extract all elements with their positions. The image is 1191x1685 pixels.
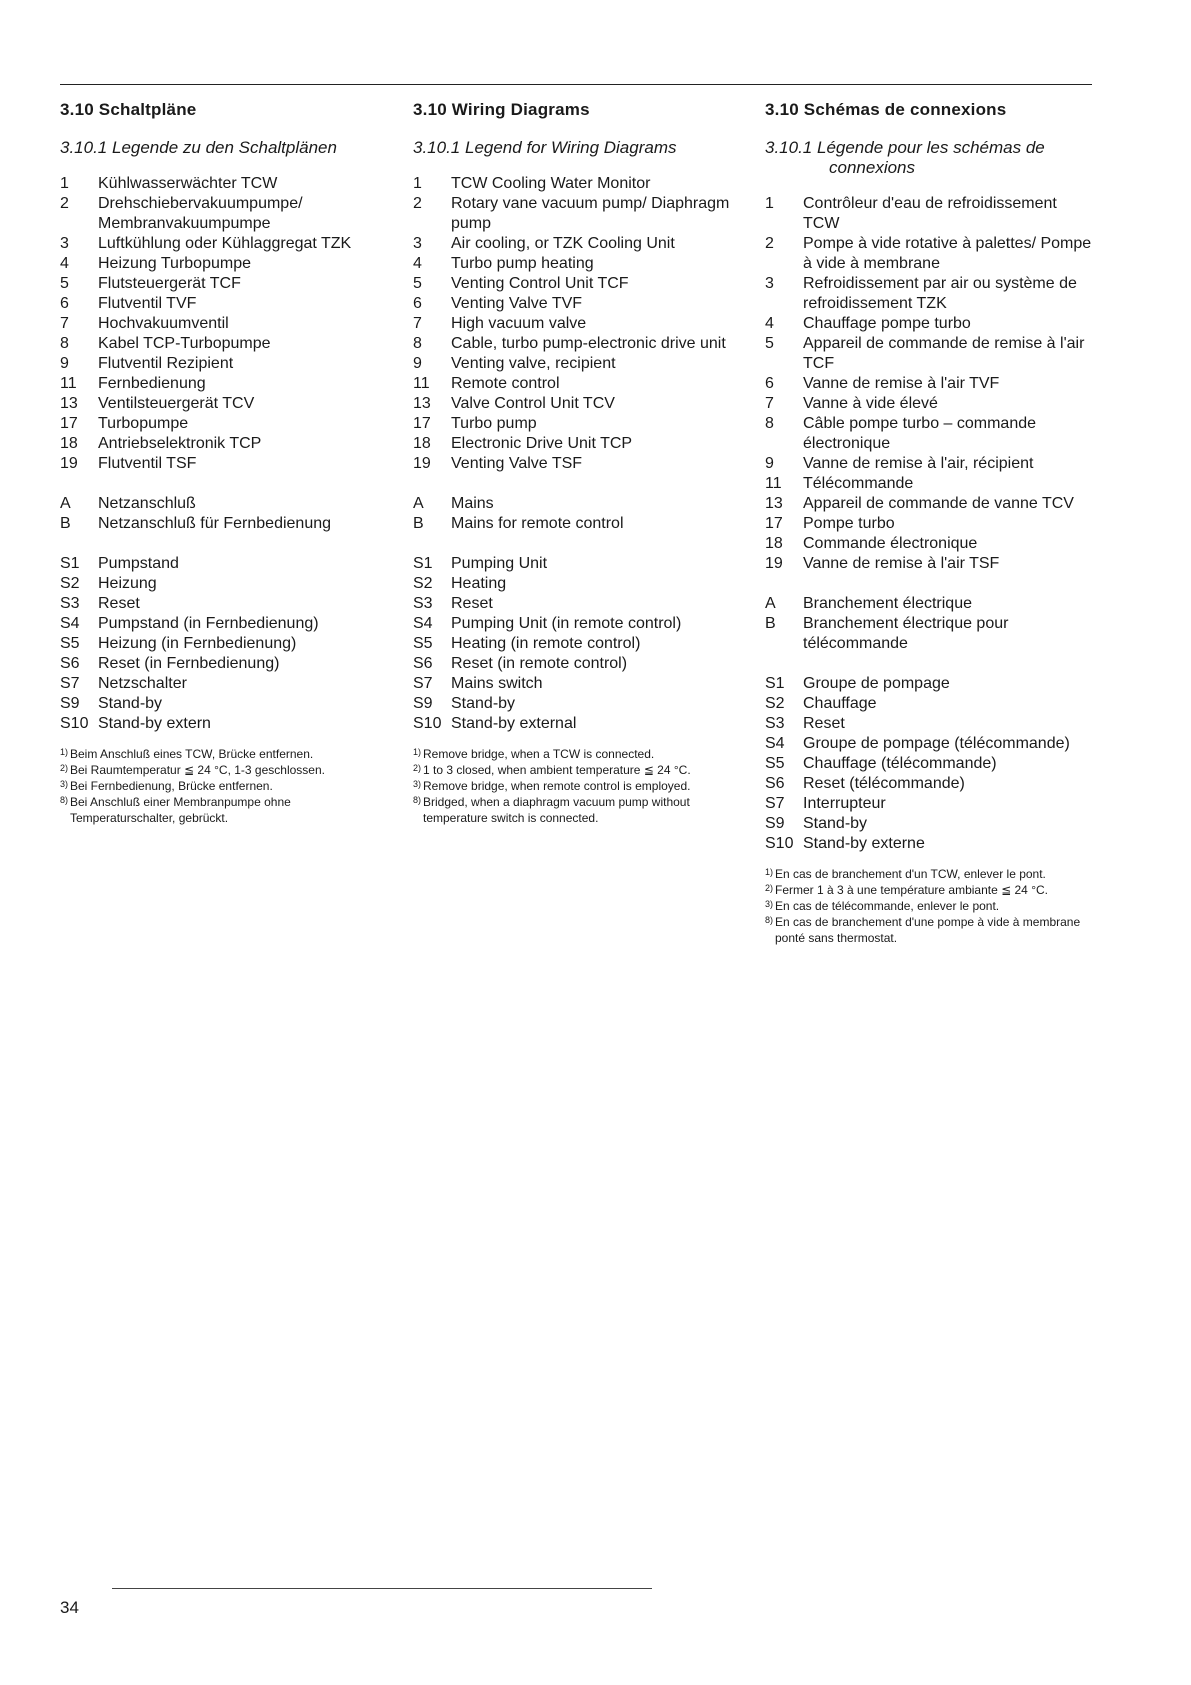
legend-item-text: Heizung <box>98 575 157 592</box>
column-english <box>413 100 733 826</box>
legend-item <box>413 514 733 534</box>
legend-item-number: S10 <box>765 835 794 852</box>
legend-item-text: Stand-by externe <box>803 835 925 852</box>
legend-item-text: Stand-by extern <box>98 715 211 732</box>
footnote-mark: 8) <box>413 795 422 805</box>
legend-item <box>60 394 380 414</box>
legend-item <box>765 794 1095 814</box>
legend-item-text: Flutsteuergerät TCF <box>98 275 241 292</box>
section-heading-en: 3.10 Wiring Diagrams <box>413 100 590 119</box>
legend-item-number: 5 <box>60 275 69 292</box>
legend-item <box>413 614 733 634</box>
legend-item-number: S6 <box>413 655 433 672</box>
legend-item-number: 1 <box>765 195 774 212</box>
bottom-rule <box>112 1588 652 1589</box>
legend-item-text: Branchement électrique <box>803 595 972 612</box>
legend-item-text: Reset <box>803 715 845 732</box>
legend-item-number: 18 <box>765 535 783 552</box>
footnote-mark: 1) <box>60 747 69 757</box>
legend-item <box>60 314 380 334</box>
legend-item <box>60 554 380 574</box>
legend-item-number: S5 <box>413 635 433 652</box>
legend-item <box>413 394 733 414</box>
legend-item <box>60 194 380 234</box>
footnote-mark: 2) <box>765 883 774 893</box>
legend-item-number: 8 <box>413 335 422 352</box>
footnote-mark: 8) <box>765 915 774 925</box>
legend-item-number: S3 <box>413 595 433 612</box>
legend-item-text: Commande électronique <box>803 535 978 552</box>
legend-item-text: Reset <box>451 595 493 612</box>
legend-item-number: 2 <box>765 235 774 252</box>
legend-item-number: 4 <box>60 255 69 272</box>
legend-item <box>413 714 733 734</box>
legend-item-text: Flutventil TSF <box>98 455 197 472</box>
legend-item-number: S10 <box>60 715 89 732</box>
legend-item-text: Chauffage pompe turbo <box>803 315 971 332</box>
legend-item-number: 17 <box>60 415 78 432</box>
legend-item <box>60 234 380 254</box>
section-heading-fr: 3.10 Schémas de connexions <box>765 100 1007 119</box>
legend-item <box>765 814 1095 834</box>
legend-item-number: 1 <box>413 175 422 192</box>
legend-item-number: 1 <box>60 175 69 192</box>
legend-item <box>765 554 1095 574</box>
legend-item <box>413 674 733 694</box>
legend-item-number: 9 <box>60 355 69 372</box>
footnote <box>765 882 1095 898</box>
footnote-mark: 1) <box>413 747 422 757</box>
legend-item-number: 19 <box>60 455 78 472</box>
legend-item-number: B <box>60 515 71 532</box>
legend-item-text: Vanne de remise à l'air TSF <box>803 555 1000 572</box>
footnote-text: Bei Raumtemperatur ≦ 24 °C, 1-3 geschlossen. <box>70 763 325 777</box>
footnote-mark: 3) <box>765 899 774 909</box>
legend-item-number: 5 <box>413 275 422 292</box>
legend-item-number: S5 <box>60 635 80 652</box>
legend-item-number: 3 <box>60 235 69 252</box>
legend-item-text: Rotary vane vacuum pump/ Diaphragm pump <box>451 195 730 232</box>
legend-item <box>60 714 380 734</box>
legend-item-number: S6 <box>765 775 785 792</box>
legend-list-en <box>413 174 733 474</box>
legend-item-text: Kabel TCP-Turbopumpe <box>98 335 271 352</box>
legend-item-number: S9 <box>60 695 80 712</box>
footnote <box>60 778 380 794</box>
legend-item-number: S7 <box>413 675 433 692</box>
footnote-text: Bridged, when a diaphragm vacuum pump without temperature switch is connected. <box>423 795 690 825</box>
legend-item <box>765 414 1095 454</box>
legend-item <box>60 694 380 714</box>
subsection-heading-de: 3.10.1 Legende zu den Schaltplänen <box>60 138 337 157</box>
legend-item-text: Netzanschluß für Fernbedienung <box>98 515 332 532</box>
subsection-heading-en: 3.10.1 Legend for Wiring Diagrams <box>413 138 677 157</box>
legend-item <box>60 374 380 394</box>
mains-list-en <box>413 494 733 534</box>
legend-item-text: Reset (in Fernbedienung) <box>98 655 280 672</box>
legend-item <box>765 334 1095 374</box>
legend-item <box>60 514 380 534</box>
legend-item-number: 9 <box>413 355 422 372</box>
footnote <box>765 914 1095 946</box>
legend-item-number: 17 <box>413 415 431 432</box>
legend-item <box>413 174 733 194</box>
legend-item <box>60 274 380 294</box>
legend-item-text: Flutventil TVF <box>98 295 197 312</box>
legend-item-text: Venting Valve TSF <box>451 455 583 472</box>
legend-item-number: S3 <box>765 715 785 732</box>
legend-item <box>765 534 1095 554</box>
legend-item <box>60 254 380 274</box>
legend-item <box>765 614 1095 654</box>
footnote-mark: 3) <box>60 779 69 789</box>
footnote <box>413 746 733 762</box>
legend-item <box>60 634 380 654</box>
legend-item-text: Heating (in remote control) <box>451 635 641 652</box>
footnote-text: Remove bridge, when a TCW is connected. <box>423 747 655 761</box>
legend-item-number: 3 <box>765 275 774 292</box>
subsection-heading-fr-line1: 3.10.1 Légende pour les schémas de <box>765 138 1045 157</box>
legend-item-text: TCW Cooling Water Monitor <box>451 175 651 192</box>
legend-item-text: Kühlwasserwächter TCW <box>98 175 278 192</box>
legend-item-number: S3 <box>60 595 80 612</box>
footnote-mark: 3) <box>413 779 422 789</box>
legend-item-number: 11 <box>765 475 782 492</box>
legend-item-number: S2 <box>765 695 785 712</box>
legend-item-number: S10 <box>413 715 442 732</box>
legend-item-number: S9 <box>765 815 785 832</box>
legend-item-number: S1 <box>60 555 80 572</box>
legend-item-number: 6 <box>765 375 774 392</box>
legend-item-number: S7 <box>765 795 785 812</box>
legend-item <box>413 454 733 474</box>
legend-item <box>60 454 380 474</box>
footnote <box>60 746 380 762</box>
legend-item <box>60 654 380 674</box>
footnote-mark: 2) <box>60 763 69 773</box>
legend-item-number: S7 <box>60 675 80 692</box>
legend-item <box>413 334 733 354</box>
legend-item-number: 13 <box>60 395 78 412</box>
legend-item-number: 18 <box>60 435 78 452</box>
legend-item-number: 18 <box>413 435 431 452</box>
legend-item <box>60 494 380 514</box>
column-german <box>60 100 380 826</box>
legend-item-text: Electronic Drive Unit TCP <box>451 435 633 452</box>
legend-item-text: Pumpstand <box>98 555 179 572</box>
legend-item-text: Air cooling, or TZK Cooling Unit <box>451 235 675 252</box>
footnote <box>60 762 380 778</box>
legend-item <box>413 554 733 574</box>
legend-item <box>413 694 733 714</box>
legend-item-text: Pompe à vide rotative à palettes/ Pompe à vide à membrane <box>803 235 1092 272</box>
legend-item-text: Mains <box>451 495 494 512</box>
footnotes-de <box>60 746 380 826</box>
footnote <box>765 898 1095 914</box>
legend-item <box>765 754 1095 774</box>
legend-item-text: Reset <box>98 595 140 612</box>
legend-item <box>413 314 733 334</box>
legend-item-number: S4 <box>765 735 785 752</box>
column-french <box>765 100 1095 946</box>
legend-item <box>413 634 733 654</box>
legend-item <box>413 434 733 454</box>
legend-item <box>765 194 1095 234</box>
legend-item <box>765 714 1095 734</box>
legend-item-number: S4 <box>60 615 80 632</box>
legend-item-text: Groupe de pompage <box>803 675 950 692</box>
legend-item-number: 11 <box>60 375 77 392</box>
footnote-text: Remove bridge, when remote control is employed. <box>423 779 691 793</box>
legend-item-number: S4 <box>413 615 433 632</box>
legend-item-number: 2 <box>60 195 69 212</box>
legend-item-text: Cable, turbo pump-electronic drive unit <box>451 335 726 352</box>
legend-item-number: 11 <box>413 375 430 392</box>
legend-item-text: Luftkühlung oder Kühlaggregat TZK <box>98 235 352 252</box>
legend-item-text: Turbo pump <box>451 415 537 432</box>
legend-item-text: Antriebselektronik TCP <box>98 435 262 452</box>
legend-item <box>765 374 1095 394</box>
legend-item-text: Chauffage <box>803 695 877 712</box>
legend-item <box>765 234 1095 274</box>
legend-item-text: Pompe turbo <box>803 515 895 532</box>
legend-item-text: Turbopumpe <box>98 415 189 432</box>
switch-list-en <box>413 554 733 734</box>
legend-item <box>765 594 1095 614</box>
legend-item <box>60 334 380 354</box>
legend-item <box>765 274 1095 314</box>
legend-item-text: Stand-by <box>451 695 516 712</box>
legend-item-number: 19 <box>413 455 431 472</box>
legend-item-text: Pumping Unit (in remote control) <box>451 615 682 632</box>
legend-item <box>413 274 733 294</box>
legend-item-number: 6 <box>60 295 69 312</box>
footnote <box>413 778 733 794</box>
legend-item-number: 19 <box>765 555 783 572</box>
legend-item <box>60 574 380 594</box>
legend-item-number: S2 <box>413 575 433 592</box>
legend-item-text: Netzanschluß <box>98 495 196 512</box>
legend-item <box>60 674 380 694</box>
legend-item-text: Pumping Unit <box>451 555 548 572</box>
legend-item <box>765 834 1095 854</box>
legend-item-text: Venting Control Unit TCF <box>451 275 629 292</box>
legend-item-text: Pumpstand (in Fernbedienung) <box>98 615 319 632</box>
legend-item-number: S1 <box>413 555 433 572</box>
legend-item-text: Reset (télécommande) <box>803 775 965 792</box>
legend-item <box>413 654 733 674</box>
footnotes-en <box>413 746 733 826</box>
legend-item-text: Câble pompe turbo – commande électronique <box>803 415 1037 452</box>
footnote-text: Bei Fernbedienung, Brücke entfernen. <box>70 779 273 793</box>
legend-item-text: Turbo pump heating <box>451 255 594 272</box>
section-heading-de: 3.10 Schaltpläne <box>60 100 197 119</box>
legend-item <box>60 594 380 614</box>
legend-item-number: A <box>60 495 71 512</box>
legend-item <box>413 374 733 394</box>
legend-item-text: Venting Valve TVF <box>451 295 583 312</box>
legend-item-text: Valve Control Unit TCV <box>451 395 615 412</box>
legend-item-text: Interrupteur <box>803 795 886 812</box>
legend-item <box>765 394 1095 414</box>
legend-item-number: 8 <box>765 415 774 432</box>
legend-item <box>60 294 380 314</box>
footnote-text: 1 to 3 closed, when ambient temperature ≦ 24 °C. <box>423 763 691 777</box>
legend-item-number: 13 <box>765 495 783 512</box>
legend-item-text: Branchement électrique pour télécommande <box>803 615 1009 652</box>
legend-item-number: 3 <box>413 235 422 252</box>
legend-item <box>413 494 733 514</box>
legend-item-text: Vanne de remise à l'air, récipient <box>803 455 1034 472</box>
legend-list-fr <box>765 194 1095 574</box>
legend-item <box>413 194 733 234</box>
legend-item-text: Heizung (in Fernbedienung) <box>98 635 297 652</box>
page-number: 34 <box>60 1598 79 1617</box>
legend-item-number: 17 <box>765 515 783 532</box>
subsection-heading-fr <box>765 138 1095 178</box>
legend-item <box>765 514 1095 534</box>
legend-item-number: S5 <box>765 755 785 772</box>
legend-item <box>765 494 1095 514</box>
legend-item <box>413 234 733 254</box>
legend-item <box>765 314 1095 334</box>
footnote-text: Fermer 1 à 3 à une température ambiante ≦ 24 °C. <box>775 883 1048 897</box>
legend-item-number: S9 <box>413 695 433 712</box>
legend-item-number: 7 <box>60 315 69 332</box>
legend-item-text: Refroidissement par air ou système de refroidissement TZK <box>803 275 1077 312</box>
legend-item-number: B <box>413 515 424 532</box>
footnote-text: Beim Anschluß eines TCW, Brücke entfernen. <box>70 747 314 761</box>
legend-item-text: Groupe de pompage (télécommande) <box>803 735 1070 752</box>
legend-item-text: Reset (in remote control) <box>451 655 628 672</box>
legend-item-number: A <box>413 495 424 512</box>
legend-item-text: Venting valve, recipient <box>451 355 616 372</box>
footnote-text: En cas de branchement d'une pompe à vide à membrane ponté sans thermostat. <box>775 915 1081 945</box>
mains-list-fr <box>765 594 1095 654</box>
legend-item <box>413 574 733 594</box>
legend-item-text: Vanne à vide élevé <box>803 395 938 412</box>
legend-item-text: Stand-by external <box>451 715 577 732</box>
legend-item-number: 7 <box>765 395 774 412</box>
legend-item-text: Hochvakuumventil <box>98 315 229 332</box>
legend-item-text: Flutventil Rezipient <box>98 355 234 372</box>
switch-list-fr <box>765 674 1095 854</box>
legend-item-text: Appareil de commande de remise à l'air TCF <box>803 335 1085 372</box>
legend-item-number: A <box>765 595 776 612</box>
footnote-text: En cas de télécommande, enlever le pont. <box>775 899 1000 913</box>
legend-item-text: Stand-by <box>98 695 163 712</box>
legend-item-text: Fernbedienung <box>98 375 206 392</box>
legend-item-number: S6 <box>60 655 80 672</box>
legend-item-text: Netzschalter <box>98 675 187 692</box>
legend-item-text: Contrôleur d'eau de refroidissement TCW <box>803 195 1057 232</box>
legend-item <box>413 414 733 434</box>
legend-item <box>765 694 1095 714</box>
legend-item-text: Drehschiebervakuumpumpe/ Membranvakuumpumpe <box>98 195 303 232</box>
legend-item <box>765 674 1095 694</box>
legend-item-number: S2 <box>60 575 80 592</box>
legend-item <box>60 414 380 434</box>
footnote <box>765 866 1095 882</box>
footnote <box>60 794 380 826</box>
legend-item-text: Ventilsteuergerät TCV <box>98 395 255 412</box>
legend-item <box>765 734 1095 754</box>
footnote-mark: 8) <box>60 795 69 805</box>
legend-item-text: Appareil de commande de vanne TCV <box>803 495 1074 512</box>
footnote <box>413 762 733 778</box>
legend-item-text: Mains for remote control <box>451 515 624 532</box>
legend-item-text: Heating <box>451 575 507 592</box>
legend-item <box>60 434 380 454</box>
legend-item-text: Heizung Turbopumpe <box>98 255 251 272</box>
footnotes-fr <box>765 866 1095 946</box>
legend-item-number: B <box>765 615 776 632</box>
switch-list-de <box>60 554 380 734</box>
footnote-text: Bei Anschluß einer Membranpumpe ohne Temperaturschalter, gebrückt. <box>70 795 291 825</box>
legend-item-text: Remote control <box>451 375 560 392</box>
legend-item-number: 13 <box>413 395 431 412</box>
legend-item-text: Vanne de remise à l'air TVF <box>803 375 1000 392</box>
legend-item <box>413 254 733 274</box>
legend-item <box>765 454 1095 474</box>
legend-item-number: 4 <box>413 255 422 272</box>
legend-item-number: 4 <box>765 315 774 332</box>
legend-item-number: 2 <box>413 195 422 212</box>
legend-item-number: 6 <box>413 295 422 312</box>
footnote-mark: 1) <box>765 867 774 877</box>
legend-item-text: Mains switch <box>451 675 543 692</box>
legend-list-de <box>60 174 380 474</box>
mains-list-de <box>60 494 380 534</box>
legend-item-text: High vacuum valve <box>451 315 587 332</box>
legend-item-number: 5 <box>765 335 774 352</box>
legend-item-text: Chauffage (télécommande) <box>803 755 997 772</box>
legend-item-number: 8 <box>60 335 69 352</box>
legend-item-text: Télécommande <box>803 475 914 492</box>
legend-item <box>60 354 380 374</box>
footnote-text: En cas de branchement d'un TCW, enlever le pont. <box>775 867 1046 881</box>
legend-item <box>60 614 380 634</box>
legend-item <box>413 594 733 614</box>
legend-item <box>765 474 1095 494</box>
footnote <box>413 794 733 826</box>
legend-item-text: Stand-by <box>803 815 868 832</box>
legend-item <box>413 354 733 374</box>
legend-item-number: 7 <box>413 315 422 332</box>
legend-item-number: 9 <box>765 455 774 472</box>
legend-item <box>60 174 380 194</box>
legend-item-number: S1 <box>765 675 785 692</box>
footnote-mark: 2) <box>413 763 422 773</box>
subsection-heading-fr-line2: connexions <box>829 158 916 177</box>
legend-item <box>765 774 1095 794</box>
legend-item <box>413 294 733 314</box>
top-rule <box>60 84 1092 85</box>
